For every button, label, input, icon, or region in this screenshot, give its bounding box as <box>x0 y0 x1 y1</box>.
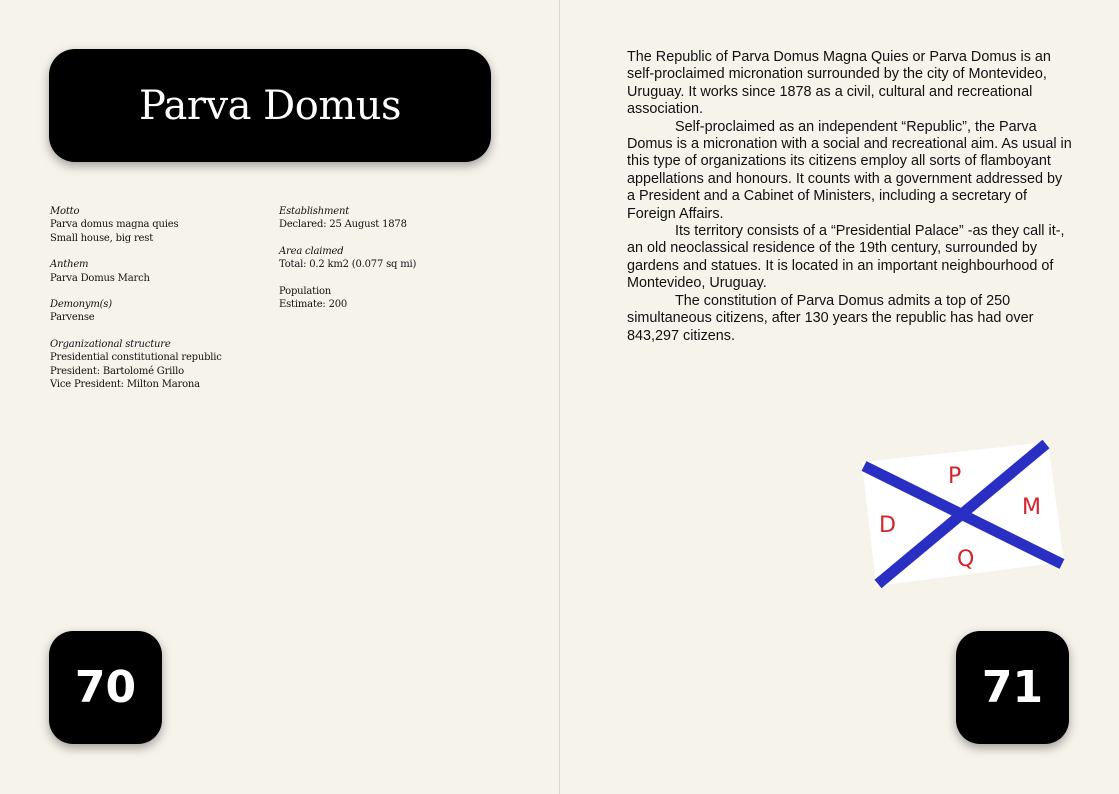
page-title: Parva Domus <box>138 82 402 129</box>
fact-value: President: Bartolomé Grillo <box>50 365 184 377</box>
fact-value: Estimate: 200 <box>279 299 348 311</box>
paragraph: Its territory consists of a “Presidential Palace” -as they call it-, an old neoclassical residence of the 19th century, surrounded by gardens and statues. It is located in an important neighbourhood of Montevideo, Uruguay. <box>627 223 1065 292</box>
fact-label: Demonym(s) <box>50 299 112 311</box>
fact-value: Declared: 25 August 1878 <box>279 219 407 231</box>
fact-establishment <box>279 205 499 232</box>
facts-column-1 <box>50 205 270 404</box>
paragraph: Self-proclaimed as an independent “Republic”, the Parva Domus is a micronation with a social and recreational aim. As usual in this type of organizations its citizens employ all sorts of flamboyant appellations and honours. It counts with a government addressed by a President and a Cabinet of Ministers, including a secretary of Foreign Affairs. <box>627 118 1072 222</box>
flag-letter-d: D <box>879 513 896 538</box>
page-number-left: 70 <box>49 631 162 744</box>
fact-label: Establishment <box>279 206 350 217</box>
fact-demonym <box>50 298 270 325</box>
fact-population <box>279 285 499 312</box>
fact-label: Area claimed <box>279 245 344 257</box>
fact-value: Vice President: Milton Marona <box>50 379 200 391</box>
article-body <box>627 49 1073 345</box>
fact-motto <box>50 205 270 245</box>
paragraph: The constitution of Parva Domus admits a top of 250 simultaneous citizens, after 130 years the republic has had over 843,297 citizens. <box>627 292 1034 344</box>
paragraph: The Republic of Parva Domus Magna Quies or Parva Domus is an self-proclaimed micronation surrounded by the city of Montevideo, Uruguay. It works since 1878 as a civil, cultural and recreational association. <box>627 49 1051 118</box>
fact-area <box>279 245 499 272</box>
fact-label: Population <box>279 285 332 297</box>
flag-letter-q: Q <box>957 547 975 572</box>
page-number-right: 71 <box>956 631 1069 744</box>
fact-organization <box>50 338 270 392</box>
fact-label: Organizational structure <box>50 338 171 350</box>
fact-value: Presidential constitutional republic <box>50 352 222 364</box>
facts-column-2 <box>279 205 499 324</box>
title-banner <box>49 49 491 162</box>
left-page <box>0 0 559 794</box>
fact-label: Anthem <box>50 259 89 271</box>
parva-domus-flag <box>858 436 1068 592</box>
fact-value: Parva Domus March <box>50 272 150 284</box>
fact-value: Parva domus magna quies <box>50 219 179 231</box>
flag-letter-p: P <box>948 464 962 489</box>
flag-letter-m: M <box>1022 495 1041 520</box>
fact-label: Motto <box>50 206 80 217</box>
fact-anthem <box>50 258 270 285</box>
fact-value: Parvense <box>50 312 95 324</box>
fact-value: Total: 0.2 km2 (0.077 sq mi) <box>279 259 417 271</box>
fact-value: Small house, big rest <box>50 232 154 244</box>
